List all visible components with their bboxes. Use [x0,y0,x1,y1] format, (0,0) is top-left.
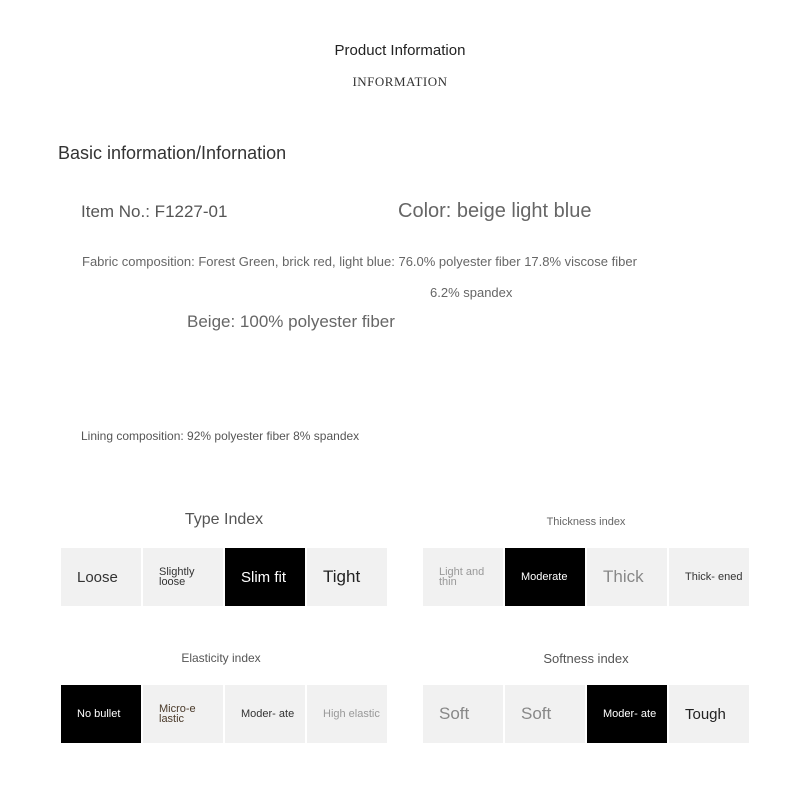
elasticity-option-micro-elastic: Micro-e lastic [143,685,223,743]
type-index-title: Type Index [184,511,264,528]
section-heading-basic-info: Basic information/Infornation [58,143,287,163]
elasticity-index-title: Elasticity index [181,651,261,665]
thickness-option-thick: Thick [587,548,667,606]
elasticity-option-moderate: Moder- ate [225,685,305,743]
type-option-slim-fit: Slim fit [225,548,305,606]
beige-composition: Beige: 100% polyester fiber [187,312,395,331]
thickness-index-title: Thickness index [546,516,626,528]
type-index-scale [61,548,387,606]
page-subtitle: INFORMATION [352,74,448,89]
page-title: Product Information [334,42,466,59]
type-option-tight: Tight [307,548,387,606]
type-option-loose: Loose [61,548,141,606]
softness-option-soft-2: Soft [505,685,585,743]
elasticity-option-no-bullet: No bullet [61,685,141,743]
thickness-option-thickened: Thick- ened [669,548,749,606]
softness-option-moderate: Moder- ate [587,685,667,743]
thickness-option-light-and-thin: Light and thin [423,548,503,606]
softness-option-soft-1: Soft [423,685,503,743]
thickness-index-scale [423,548,749,606]
elasticity-index-scale [61,685,387,743]
softness-index-scale [423,685,749,743]
thickness-option-moderate: Moderate [505,548,585,606]
lining-composition: Lining composition: 92% polyester fiber 8% spandex [81,429,360,443]
fabric-composition: Fabric composition: Forest Green, brick red, light blue: 76.0% polyester fiber 17.8% viscose fiber [82,254,637,269]
elasticity-option-high-elastic: High elastic [307,685,387,743]
item-number: Item No.: F1227-01 [81,202,228,221]
product-color: Color: beige light blue [398,200,592,222]
softness-option-tough: Tough [669,685,749,743]
type-option-slightly-loose: Slightly loose [143,548,223,606]
softness-index-title: Softness index [543,651,629,666]
fabric-composition-continued: 6.2% spandex [430,285,513,300]
